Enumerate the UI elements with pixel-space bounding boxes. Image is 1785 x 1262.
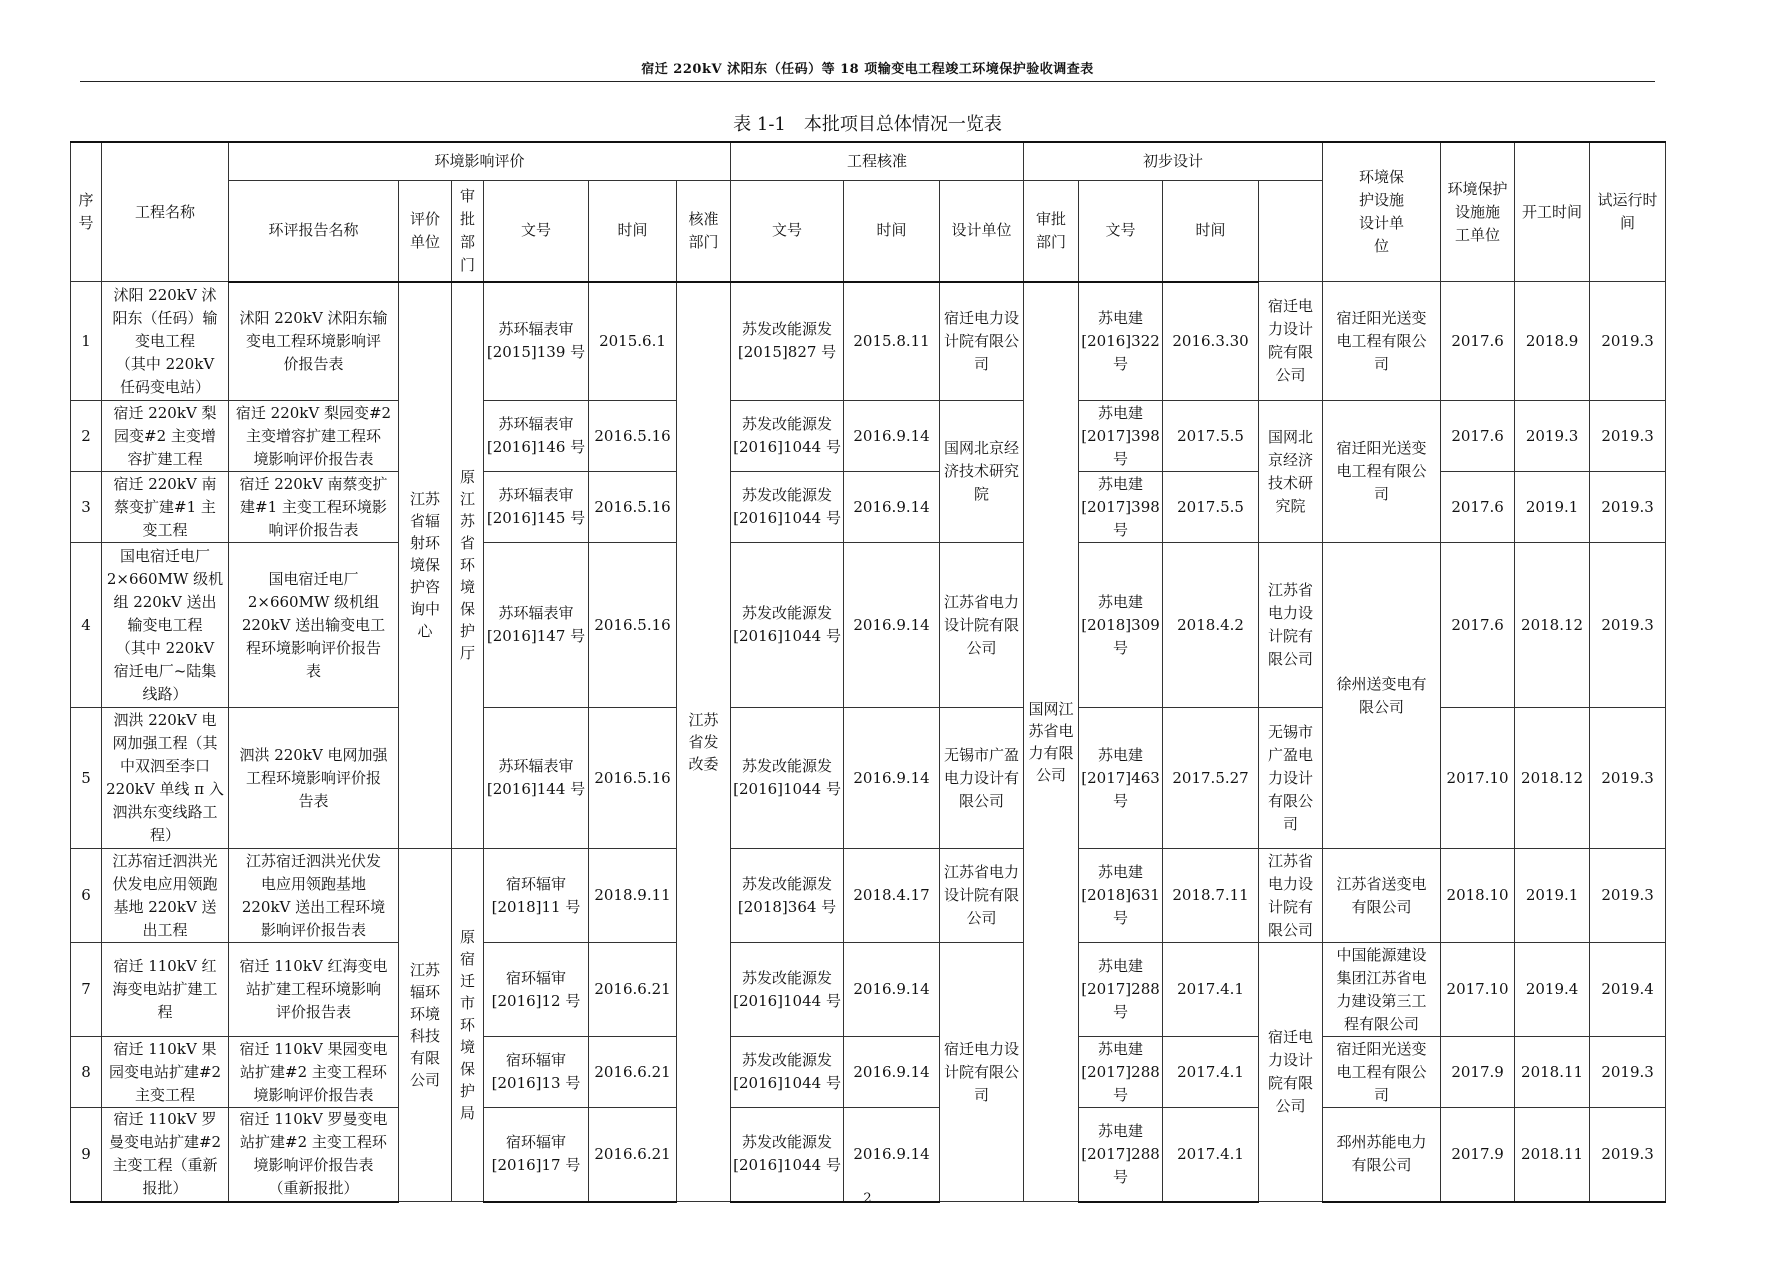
table-row [71,543,1666,708]
cell-env-design: 宿迁电 力设计 院有限 公司 [1259,282,1323,401]
col-approval-dept: 核准 部门 [677,181,731,282]
cell-monitor: 2019.3 [1590,708,1666,849]
cell-project-name: 宿迁 110kV 罗 曼变电站扩建#2 主变工程（重新 报批） [102,1108,229,1202]
cell-trial: 2018.12 [1515,543,1590,708]
cell-start: 2017.6 [1441,472,1515,543]
cell-eia-dept-merged-b: 原 宿 迁 市 环 境 保 护 局 [452,849,484,1202]
cell-start: 2017.10 [1441,708,1515,849]
cell-approval-time: 2016.9.14 [844,543,940,708]
cell-eia-report: 国电宿迁电厂 2×660MW 级机组 220kV 送出输变电工 程环境影响评价报告 表 [229,543,399,708]
cell-approval-docno: 苏发改能源发 [2018]364 号 [731,849,844,943]
cell-start: 2017.6 [1441,401,1515,472]
header-rule [80,81,1655,82]
cell-design-docno: 苏电建 [2017]398 号 [1079,401,1163,472]
cell-design-time: 2017.5.27 [1163,708,1259,849]
cell-start: 2017.6 [1441,543,1515,708]
cell-eia-time: 2016.5.16 [589,401,677,472]
cell-approval-docno: 苏发改能源发 [2016]1044 号 [731,401,844,472]
cell-start: 2018.10 [1441,849,1515,943]
cell-trial: 2018.12 [1515,708,1590,849]
col-env-construction-unit: 环境保护设施施 工单位 [1441,142,1515,282]
cell-approval-docno: 苏发改能源发 [2016]1044 号 [731,943,844,1037]
cell-eia-docno: 苏环辐表审 [2015]139 号 [484,282,589,401]
cell-env-construction: 邳州苏能电力 有限公司 [1323,1108,1441,1202]
cell-approval-docno: 苏发改能源发 [2016]1044 号 [731,472,844,543]
cell-eia-docno: 苏环辐表审 [2016]146 号 [484,401,589,472]
cell-eia-docno: 宿环辐审 [2016]13 号 [484,1037,589,1108]
cell-approval-time: 2016.9.14 [844,1108,940,1202]
cell-design-unit: 无锡市广盈 电力设计有 限公司 [940,708,1024,849]
col-env-design-unit: 环境保 护设施 设计单 位 [1323,142,1441,282]
cell-eia-report: 宿迁 220kV 南蔡变扩 建#1 主变工程环境影 响评价报告表 [229,472,399,543]
cell-eia-unit-merged-b: 江苏 辐环 环境 科技 有限 公司 [399,849,452,1202]
cell-eia-time: 2016.5.16 [589,472,677,543]
cell-trial: 2019.1 [1515,849,1590,943]
cell-approval-time: 2016.9.14 [844,943,940,1037]
cell-design-time: 2017.4.1 [1163,1037,1259,1108]
cell-monitor: 2019.3 [1590,1037,1666,1108]
cell-no: 5 [71,708,102,849]
cell-design-docno: 苏电建 [2018]309 号 [1079,543,1163,708]
cell-approval-time: 2016.9.14 [844,1037,940,1108]
cell-design-docno: 苏电建 [2017]398 号 [1079,472,1163,543]
cell-no: 4 [71,543,102,708]
cell-design-time: 2017.4.1 [1163,1108,1259,1202]
cell-eia-report: 江苏宿迁泗洪光伏发 电应用领跑基地 220kV 送出工程环境 影响评价报告表 [229,849,399,943]
cell-eia-time: 2015.6.1 [589,282,677,401]
cell-project-name: 泗洪 220kV 电 网加强工程（其 中双泗至李口 220kV 单线 π 入 泗洪东变线路工 程） [102,708,229,849]
cell-design-docno: 苏电建 [2017]288 号 [1079,1037,1163,1108]
project-overview-table [70,141,1666,1203]
cell-eia-docno: 宿环辐审 [2016]17 号 [484,1108,589,1202]
page-number: 2 [863,1191,872,1206]
cell-env-design: 江苏省 电力设 计院有 限公司 [1259,849,1323,943]
col-design-docno: 文号 [1079,181,1163,282]
table-caption: 表 1-1 本批项目总体情况一览表 [733,114,1002,135]
col-eia-time: 时间 [589,181,677,282]
col-design-dept: 审批 部门 [1024,181,1079,282]
col-design-unit: 设计单位 [940,181,1024,282]
cell-monitor: 2019.3 [1590,1108,1666,1202]
cell-eia-dept-merged-a: 原 江 苏 省 环 境 保 护 厅 [452,282,484,849]
col-trial-time: 试运行时 间 [1590,142,1666,282]
table-row [71,1037,1666,1108]
col-project-name: 工程名称 [102,142,229,282]
cell-eia-docno: 宿环辐审 [2016]12 号 [484,943,589,1037]
cell-design-time: 2016.3.30 [1163,282,1259,401]
cell-design-docno: 苏电建 [2018]631 号 [1079,849,1163,943]
cell-trial: 2019.4 [1515,943,1590,1037]
cell-trial: 2018.11 [1515,1108,1590,1202]
col-eia-report: 环评报告名称 [229,181,399,282]
cell-approval-time: 2018.4.17 [844,849,940,943]
cell-env-construction: 宿迁阳光送变 电工程有限公 司 [1323,282,1441,401]
col-group-eia: 环境影响评价 [229,142,731,181]
cell-monitor: 2019.3 [1590,472,1666,543]
cell-no: 8 [71,1037,102,1108]
cell-env-design-merged-789: 宿迁电 力设计 院有限 公司 [1259,943,1323,1202]
cell-monitor: 2019.3 [1590,401,1666,472]
cell-project-name: 宿迁 220kV 梨 园变#2 主变增 容扩建工程 [102,401,229,472]
col-seq: 序 号 [71,142,102,282]
cell-approval-docno: 苏发改能源发 [2016]1044 号 [731,1037,844,1108]
cell-env-design: 江苏省 电力设 计院有 限公司 [1259,543,1323,708]
cell-monitor: 2019.3 [1590,543,1666,708]
cell-no: 3 [71,472,102,543]
table-row [71,401,1666,472]
cell-eia-report: 宿迁 110kV 罗曼变电 站扩建#2 主变工程环 境影响评价报告表 （重新报批） [229,1108,399,1202]
cell-design-docno: 苏电建 [2016]322 号 [1079,282,1163,401]
cell-start: 2017.6 [1441,282,1515,401]
cell-eia-time: 2016.6.21 [589,1108,677,1202]
cell-approval-time: 2016.9.14 [844,401,940,472]
cell-eia-docno: 苏环辐表审 [2016]147 号 [484,543,589,708]
cell-approval-docno: 苏发改能源发 [2016]1044 号 [731,708,844,849]
cell-approval-dept-merged: 江苏 省发 改委 [677,282,731,1202]
col-eia-dept: 审批 部门 [452,181,484,282]
cell-project-name: 宿迁 110kV 果 园变电站扩建#2 主变工程 [102,1037,229,1108]
cell-project-name: 沭阳 220kV 沭 阳东（任码）输 变电工程 （其中 220kV 任码变电站） [102,282,229,401]
document-header: 宿迁 220kV 沭阳东（任码）等 18 项输变电工程竣工环境保护验收调查表 [641,62,1094,77]
cell-env-construction: 宿迁阳光送变 电工程有限公 司 [1323,1037,1441,1108]
cell-eia-docno: 宿环辐审 [2018]11 号 [484,849,589,943]
cell-design-time: 2018.4.2 [1163,543,1259,708]
col-approval-time: 时间 [844,181,940,282]
col-start-time: 开工时间 [1515,142,1590,282]
col-eia-docno: 文号 [484,181,589,282]
table-row [71,943,1666,1037]
cell-monitor: 2019.3 [1590,849,1666,943]
cell-eia-unit-merged-a: 江苏 省辐 射环 境保 护咨 询中 心 [399,282,452,849]
cell-trial: 2019.3 [1515,401,1590,472]
cell-env-construction-merged-23: 宿迁阳光送变 电工程有限公 司 [1323,401,1441,543]
cell-project-name: 江苏宿迁泗洪光 伏发电应用领跑 基地 220kV 送 出工程 [102,849,229,943]
cell-trial: 2018.11 [1515,1037,1590,1108]
cell-eia-report: 宿迁 110kV 果园变电 站扩建#2 主变工程环 境影响评价报告表 [229,1037,399,1108]
cell-project-name: 宿迁 110kV 红 海变电站扩建工 程 [102,943,229,1037]
cell-eia-time: 2016.5.16 [589,543,677,708]
cell-trial: 2018.9 [1515,282,1590,401]
table-row [71,849,1666,943]
cell-project-name: 国电宿迁电厂 2×660MW 级机 组 220kV 送出 输变电工程 （其中 220kV 宿迁电厂~陆集 线路） [102,543,229,708]
col-group-design: 初步设计 [1024,142,1323,181]
cell-approval-time: 2016.9.14 [844,708,940,849]
cell-start: 2017.9 [1441,1108,1515,1202]
cell-env-construction: 中国能源建设 集团江苏省电 力建设第三工 程有限公司 [1323,943,1441,1037]
cell-env-design-merged-23: 国网北 京经济 技术研 究院 [1259,401,1323,543]
cell-eia-time: 2016.6.21 [589,943,677,1037]
cell-no: 1 [71,282,102,401]
cell-eia-report: 沭阳 220kV 沭阳东输 变电工程环境影响评 价报告表 [229,282,399,401]
cell-env-construction: 江苏省送变电 有限公司 [1323,849,1441,943]
cell-approval-docno: 苏发改能源发 [2016]1044 号 [731,543,844,708]
cell-approval-docno: 苏发改能源发 [2015]827 号 [731,282,844,401]
table-row [71,1108,1666,1202]
cell-no: 6 [71,849,102,943]
cell-design-docno: 苏电建 [2017]463 号 [1079,708,1163,849]
cell-approval-time: 2015.8.11 [844,282,940,401]
col-design-time: 时间 [1163,181,1259,282]
table-row [71,282,1666,401]
cell-approval-time: 2016.9.14 [844,472,940,543]
cell-eia-report: 泗洪 220kV 电网加强 工程环境影响评价报 告表 [229,708,399,849]
cell-design-unit: 江苏省电力 设计院有限 公司 [940,849,1024,943]
cell-design-time: 2017.5.5 [1163,401,1259,472]
col-group-approval: 工程核准 [731,142,1024,181]
cell-design-time: 2018.7.11 [1163,849,1259,943]
cell-project-name: 宿迁 220kV 南 蔡变扩建#1 主 变工程 [102,472,229,543]
cell-design-time: 2017.5.5 [1163,472,1259,543]
cell-monitor: 2019.3 [1590,282,1666,401]
cell-no: 7 [71,943,102,1037]
cell-design-unit-merged-789: 宿迁电力设 计院有限公 司 [940,943,1024,1202]
cell-start: 2017.9 [1441,1037,1515,1108]
cell-no: 2 [71,401,102,472]
col-approval-docno: 文号 [731,181,844,282]
cell-eia-docno: 苏环辐表审 [2016]145 号 [484,472,589,543]
cell-eia-docno: 苏环辐表审 [2016]144 号 [484,708,589,849]
cell-design-unit: 宿迁电力设 计院有限公 司 [940,282,1024,401]
cell-eia-report: 宿迁 110kV 红海变电 站扩建工程环境影响 评价报告表 [229,943,399,1037]
cell-monitor: 2019.4 [1590,943,1666,1037]
cell-eia-time: 2016.6.21 [589,1037,677,1108]
col-eia-unit: 评价 单位 [399,181,452,282]
cell-trial: 2019.1 [1515,472,1590,543]
cell-start: 2017.10 [1441,943,1515,1037]
cell-design-unit: 江苏省电力 设计院有限 公司 [940,543,1024,708]
cell-eia-time: 2016.5.16 [589,708,677,849]
cell-design-unit-merged-23: 国网北京经 济技术研究 院 [940,401,1024,543]
cell-env-design: 无锡市 广盈电 力设计 有限公 司 [1259,708,1323,849]
cell-env-construction-merged-45: 徐州送变电有 限公司 [1323,543,1441,849]
cell-no: 9 [71,1108,102,1202]
cell-design-dept-merged: 国网江 苏省电 力有限 公司 [1024,282,1079,1202]
cell-design-docno: 苏电建 [2017]288 号 [1079,943,1163,1037]
cell-eia-report: 宿迁 220kV 梨园变#2 主变增容扩建工程环 境影响评价报告表 [229,401,399,472]
cell-design-docno: 苏电建 [2017]288 号 [1079,1108,1163,1202]
cell-design-time: 2017.4.1 [1163,943,1259,1037]
cell-approval-docno: 苏发改能源发 [2016]1044 号 [731,1108,844,1202]
cell-eia-time: 2018.9.11 [589,849,677,943]
